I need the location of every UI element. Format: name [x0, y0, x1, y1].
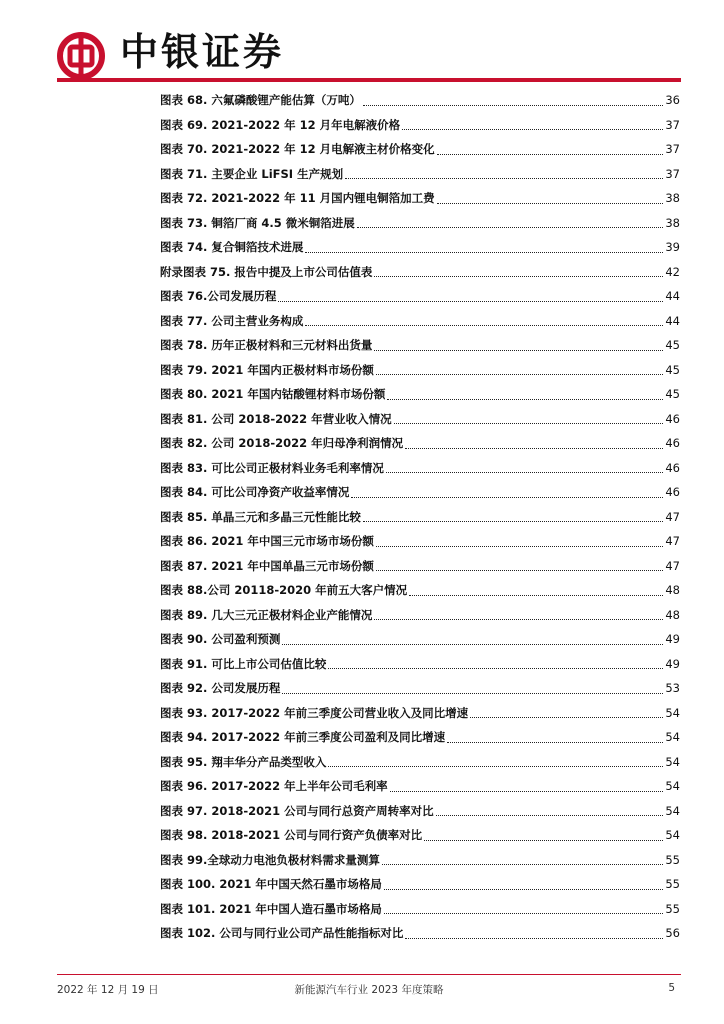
dot-leader [386, 471, 663, 473]
toc-entry-title: 图表 92. 公司发展历程 [160, 681, 281, 695]
toc-entry-page: 49 [665, 656, 680, 671]
toc-entry[interactable] [160, 921, 680, 946]
toc-entry-page: 47 [665, 558, 680, 573]
report-title: 新能源汽车行业 2023 年度策略 [294, 984, 444, 996]
dot-leader [470, 716, 663, 718]
toc-entry[interactable] [160, 701, 680, 726]
dot-leader [387, 398, 663, 400]
toc-entry[interactable] [160, 382, 680, 407]
toc-entry-title: 图表 81. 公司 2018-2022 年营业收入情况 [160, 411, 392, 426]
toc-entry-page: 48 [665, 583, 680, 597]
toc-entry-page: 37 [665, 166, 680, 181]
dot-leader [437, 153, 664, 155]
toc-entry-title: 图表 77. 公司主营业务构成 [160, 313, 304, 328]
toc-entry-title: 图表 93. 2017-2022 年前三季度公司营业收入及同比增速 [160, 705, 469, 720]
dot-leader [328, 765, 663, 767]
toc-entry-title: 图表 97. 2018-2021 公司与同行总资产周转率对比 [160, 803, 434, 818]
toc-entry[interactable] [160, 186, 680, 211]
toc-entry[interactable] [160, 284, 680, 309]
toc-entry-title: 图表 89. 几大三元正极材料企业产能情况 [160, 607, 373, 622]
dot-leader [409, 594, 663, 596]
dot-leader [374, 275, 663, 277]
toc-entry[interactable] [160, 578, 680, 603]
toc-entry-page: 49 [665, 632, 680, 646]
dot-leader [278, 300, 663, 302]
toc-entry[interactable] [160, 627, 680, 652]
toc-entry[interactable] [160, 211, 680, 236]
toc-entry-page: 54 [665, 754, 680, 769]
toc-entry-title: 图表 94. 2017-2022 年前三季度公司盈利及同比增速 [160, 730, 446, 744]
toc-entry[interactable] [160, 603, 680, 628]
header-divider [57, 78, 681, 82]
toc-entry-page: 38 [665, 215, 680, 230]
toc-entry-page: 55 [665, 877, 680, 891]
toc-entry-title: 图表 82. 公司 2018-2022 年归母净利润情况 [160, 436, 404, 450]
toc-entry-title: 图表 71. 主要企业 LiFSI 生产规划 [160, 166, 344, 181]
toc-entry-title: 图表 98. 2018-2021 公司与同行资产负债率对比 [160, 828, 423, 842]
toc-entry-title: 图表 87. 2021 年中国单晶三元市场份额 [160, 558, 374, 573]
dot-leader [345, 177, 663, 179]
dot-leader [374, 349, 663, 351]
toc-entry[interactable] [160, 358, 680, 383]
toc-entry[interactable] [160, 872, 680, 897]
toc-entry-page: 53 [665, 681, 680, 695]
toc-entry-title: 图表 79. 2021 年国内正极材料市场份额 [160, 362, 374, 377]
toc-entry-page: 54 [665, 828, 680, 842]
toc-entry-page: 45 [665, 338, 680, 352]
dot-leader [437, 202, 664, 204]
toc-entry-page: 46 [665, 436, 680, 450]
toc-entry[interactable] [160, 554, 680, 579]
toc-entry-page: 46 [665, 485, 680, 499]
toc-entry-title: 图表 91. 可比上市公司估值比较 [160, 656, 327, 671]
brand-name: 中银证券 [120, 29, 285, 74]
toc-entry-title: 图表 85. 单晶三元和多晶三元性能比较 [160, 509, 361, 524]
toc-entry[interactable] [160, 235, 680, 260]
dot-leader [363, 104, 663, 106]
toc-entry-page: 46 [665, 460, 680, 475]
dot-leader [424, 839, 663, 841]
dot-leader [374, 618, 663, 620]
toc-entry-title: 图表 74. 复合铜箔技术进展 [160, 240, 304, 254]
toc-entry-page: 44 [665, 313, 680, 328]
toc-entry-page: 45 [665, 362, 680, 377]
toc-entry[interactable] [160, 529, 680, 554]
toc-entry-title: 图表 76.公司发展历程 [160, 289, 277, 303]
dot-leader [282, 643, 663, 645]
toc-entry-title: 图表 95. 翔丰华分产品类型收入 [160, 754, 327, 769]
dot-leader [447, 741, 663, 743]
toc-entry[interactable] [160, 725, 680, 750]
toc-entry-page: 54 [665, 730, 680, 744]
dot-leader [405, 937, 663, 939]
toc-entry[interactable] [160, 652, 680, 677]
toc-entry-page: 39 [665, 240, 680, 254]
toc-entry-page: 47 [665, 534, 680, 548]
toc-entry[interactable] [160, 431, 680, 456]
toc-entry-title: 图表 73. 铜箔厂商 4.5 微米铜箔进展 [160, 215, 355, 230]
dot-leader [328, 667, 663, 669]
toc-entry-title: 图表 78. 历年正极材料和三元材料出货量 [160, 338, 373, 352]
bank-of-china-emblem-icon [57, 32, 105, 80]
toc-entry-title: 图表 88.公司 20118-2020 年前五大客户情况 [160, 583, 408, 597]
dot-leader [376, 545, 663, 547]
toc-entry[interactable] [160, 897, 680, 922]
toc-entry-title: 图表 69. 2021-2022 年 12 月年电解液价格 [160, 117, 401, 132]
toc-entry[interactable] [160, 848, 680, 873]
toc-entry-title: 图表 80. 2021 年国内钴酸锂材料市场份额 [160, 387, 386, 401]
toc-entry-title: 图表 100. 2021 年中国天然石墨市场格局 [160, 877, 382, 891]
page-number: 5 [668, 982, 675, 994]
toc-entry[interactable] [160, 407, 680, 432]
table-of-figures [160, 88, 680, 946]
toc-entry-title: 图表 70. 2021-2022 年 12 月电解液主材价格变化 [160, 142, 435, 156]
toc-entry-page: 38 [665, 191, 680, 205]
dot-leader [382, 863, 663, 865]
toc-entry[interactable] [160, 750, 680, 775]
dot-leader [282, 692, 663, 694]
toc-entry[interactable] [160, 456, 680, 481]
dot-leader [390, 790, 664, 792]
toc-entry-page: 46 [665, 411, 680, 426]
toc-entry-title: 图表 86. 2021 年中国三元市场市场份额 [160, 534, 374, 548]
toc-entry-page: 42 [665, 264, 680, 279]
toc-entry-page: 47 [665, 509, 680, 524]
toc-entry-page: 36 [665, 93, 680, 107]
dot-leader [436, 814, 664, 816]
toc-entry-title: 图表 68. 六氟磷酸锂产能估算（万吨） [160, 93, 361, 107]
toc-entry-page: 37 [665, 142, 680, 156]
toc-entry-page: 37 [665, 117, 680, 132]
toc-entry[interactable] [160, 162, 680, 187]
dot-leader [405, 447, 663, 449]
toc-entry-title: 附录图表 75. 报告中提及上市公司估值表 [160, 264, 373, 279]
toc-entry-page: 56 [665, 926, 680, 940]
toc-entry-title: 图表 84. 可比公司净资产收益率情况 [160, 485, 350, 499]
toc-entry[interactable] [160, 480, 680, 505]
report-date: 2022 年 12 月 19 日 [57, 984, 159, 996]
toc-entry-title: 图表 99.全球动力电池负极材料需求量测算 [160, 852, 380, 867]
dot-leader [376, 373, 663, 375]
dot-leader [384, 912, 663, 914]
toc-entry-title: 图表 96. 2017-2022 年上半年公司毛利率 [160, 779, 388, 793]
toc-entry-title: 图表 102. 公司与同行业公司产品性能指标对比 [160, 926, 404, 940]
toc-entry-title: 图表 83. 可比公司正极材料业务毛利率情况 [160, 460, 384, 475]
dot-leader [351, 496, 663, 498]
toc-entry[interactable] [160, 799, 680, 824]
page-footer [57, 982, 681, 998]
toc-entry[interactable] [160, 774, 680, 799]
toc-entry-page: 54 [665, 779, 680, 793]
dot-leader [394, 422, 664, 424]
toc-entry-title: 图表 72. 2021-2022 年 11 月国内锂电铜箔加工费 [160, 191, 435, 205]
toc-entry-page: 48 [665, 607, 680, 622]
dot-leader [402, 128, 663, 130]
footer-divider [57, 974, 681, 975]
toc-entry-title: 图表 90. 公司盈利预测 [160, 632, 281, 646]
toc-entry[interactable] [160, 88, 680, 113]
dot-leader [305, 324, 663, 326]
toc-entry-page: 55 [665, 852, 680, 867]
toc-entry[interactable] [160, 309, 680, 334]
toc-entry-page: 54 [665, 705, 680, 720]
dot-leader [384, 888, 663, 890]
toc-entry[interactable] [160, 137, 680, 162]
toc-entry[interactable] [160, 113, 680, 138]
toc-entry[interactable] [160, 505, 680, 530]
dot-leader [305, 251, 663, 253]
toc-entry[interactable] [160, 260, 680, 285]
toc-entry[interactable] [160, 823, 680, 848]
dot-leader [357, 226, 664, 228]
toc-entry[interactable] [160, 333, 680, 358]
toc-entry-page: 44 [665, 289, 680, 303]
toc-entry-page: 45 [665, 387, 680, 401]
toc-entry-page: 54 [665, 803, 680, 818]
toc-entry-title: 图表 101. 2021 年中国人造石墨市场格局 [160, 901, 382, 916]
dot-leader [376, 569, 663, 571]
toc-entry-page: 55 [665, 901, 680, 916]
dot-leader [363, 520, 663, 522]
toc-entry[interactable] [160, 676, 680, 701]
